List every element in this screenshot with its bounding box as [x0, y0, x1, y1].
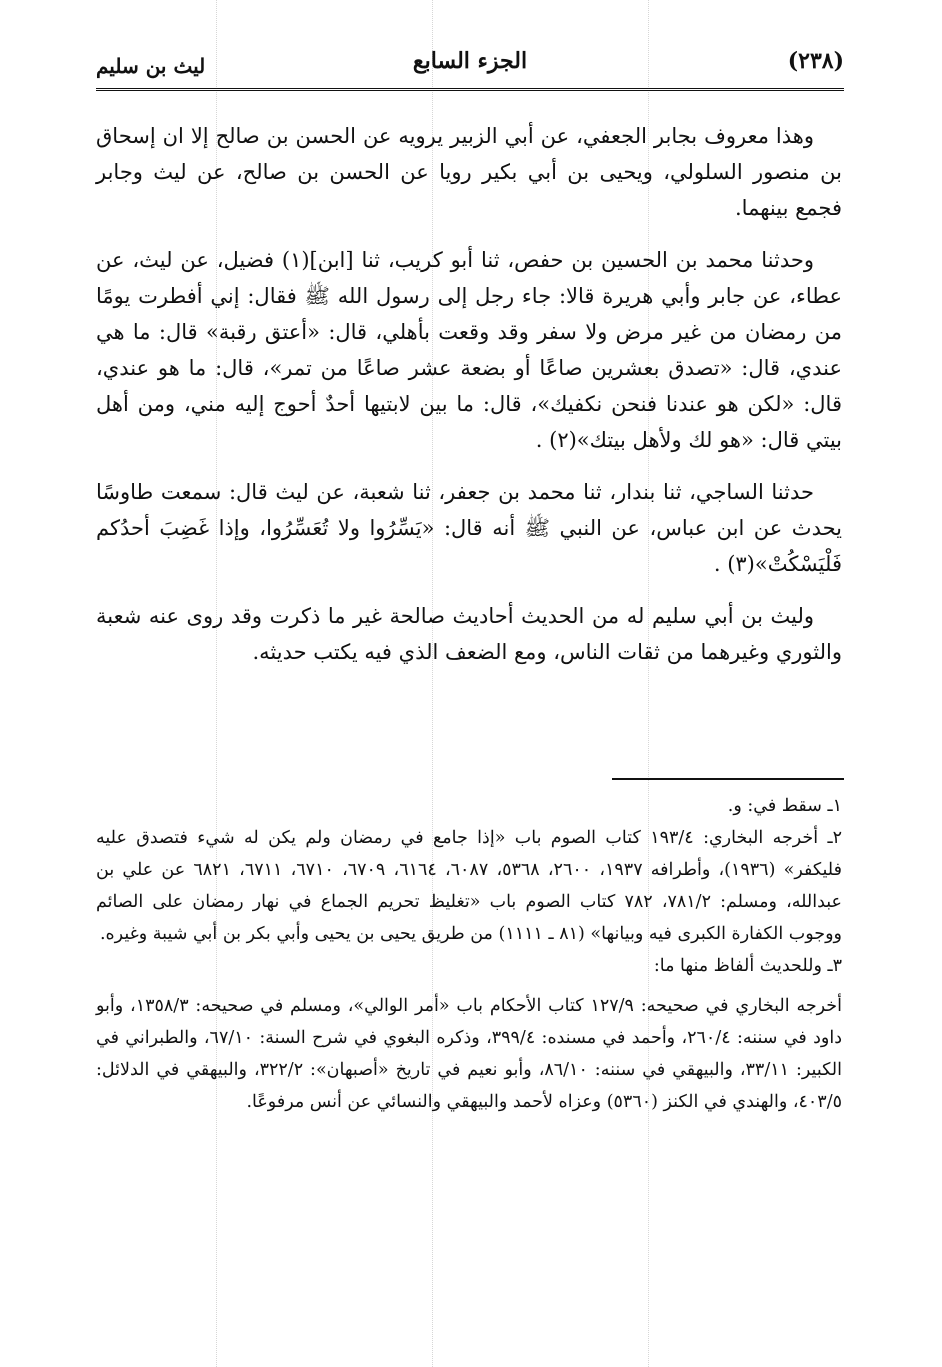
running-head: ليث بن سليم — [96, 54, 206, 78]
paragraph: وليث بن أبي سليم له من الحديث أحاديث صالحة غير ما ذكرت وقد روى عنه شعبة والثوري وغيرهما من ثقات الناس، ومع الضعف الذي فيه يكتب حديثه. — [96, 604, 842, 664]
footnote-separator — [612, 778, 844, 780]
footnote: ٢ـ أخرجه البخاري: ١٩٣/٤ كتاب الصوم باب «إذا جامع في رمضان ولم يكن له شيء فتصدق عليه فليكفر» (١٩٣٦)، وأطرافه ١٩٣٧، ٢٦٠٠، ٥٣٦٨، ٦٠٨٧، ٦١٦٤، ٦٧٠٩، ٦٧١٠، ٦٧١١، ٦٨٢١ عن علي بن عبدالله، ومسلم: ٧٨١/٢، ٧٨٢ كتاب الصوم باب «تغليظ تحريم الجماع في نهار رمضان على الصائم ووجوب الكفارة الكبرى فيه وبيانها» (٨١ ـ ١١١١) من طريق يحيى بن يحيى وأبي بكر بن أبي شيبة وغيره. — [96, 828, 843, 944]
paragraph: حدثنا الساجي، ثنا بندار، ثنا محمد بن جعفر، ثنا شعبة، عن ليث قال: سمعت طاوسًا يحدث عن ابن عباس، عن النبي ﷺ أنه قال: «يَسِّرُوا ولا تُعَسِّرُوا، وإذا غَضِبَ أحدُكم فَلْيَسْكُتْ»(٣) . — [96, 480, 842, 576]
footnotes — [96, 790, 842, 1118]
footnote: ٣ـ وللحديث ألفاظ منها ما: — [653, 956, 842, 976]
footnote-subnote: أخرجه البخاري في صحيحه: ١٢٧/٩ كتاب الأحكام باب «أمر الوالي»، ومسلم في صحيحه: ١٣٥٨/٣، وأبو داود في سننه: ٢٦٠/٤، وأحمد في مسنده: ٣٩٩/٤، وذكره البغوي في شرح السنة: ٦٧/١٠، والطبراني في الكبير: ٣٣/١١، والبيهقي في سننه: ٨٦/١٠، وأبو نعيم في تاريخ «أصبهان»: ٣٢٢/٢، والبيهقي في الدلائل: ٤٠٣/٥، والهندي في الكنز (٥٣٦٠) وعزاه لأحمد والبيهقي والنسائي عن أنس مرفوعًا. — [96, 996, 842, 1112]
paragraph: وحدثنا محمد بن الحسين بن حفص، ثنا أبو كريب، ثنا [ابن](١) فضيل، عن ليث، عن عطاء، عن جابر وأبي هريرة قالا: جاء رجل إلى رسول الله ﷺ فقال: إني أفطرت يومًا من رمضان من غير مرض ولا سفر وقد وقعت بأهلي، قال: «أعتق رقبة» قال: ما هي عندي، قال: «تصدق بعشرين صاعًا أو بضعة عشر صاعًا من تمر»، قال: ما هو عندي، قال: «لكن هو عندنا فنحن نكفيك»، قال: ما بين لابتيها أحدٌ أحوج إليه مني، ومن أهل بيتي قال: «هو لك ولأهل بيتك»(٢) . — [96, 248, 842, 452]
page-number: (٢٣٨) — [787, 48, 844, 74]
paragraph: وهذا معروف بجابر الجعفي، عن أبي الزبير يرويه عن الحسن بن صالح إلا ان إسحاق بن منصور السلولي، ويحيى بن أبي بكير رويا عن الحسن بن صالح، عن ليث وجابر فجمع بينهما. — [96, 124, 842, 220]
header-rule — [96, 88, 844, 91]
volume-title: الجزء السابع — [412, 48, 528, 74]
footnote: ١ـ سقط في: و. — [727, 796, 842, 816]
main-text — [96, 118, 842, 670]
page-header — [96, 48, 844, 88]
